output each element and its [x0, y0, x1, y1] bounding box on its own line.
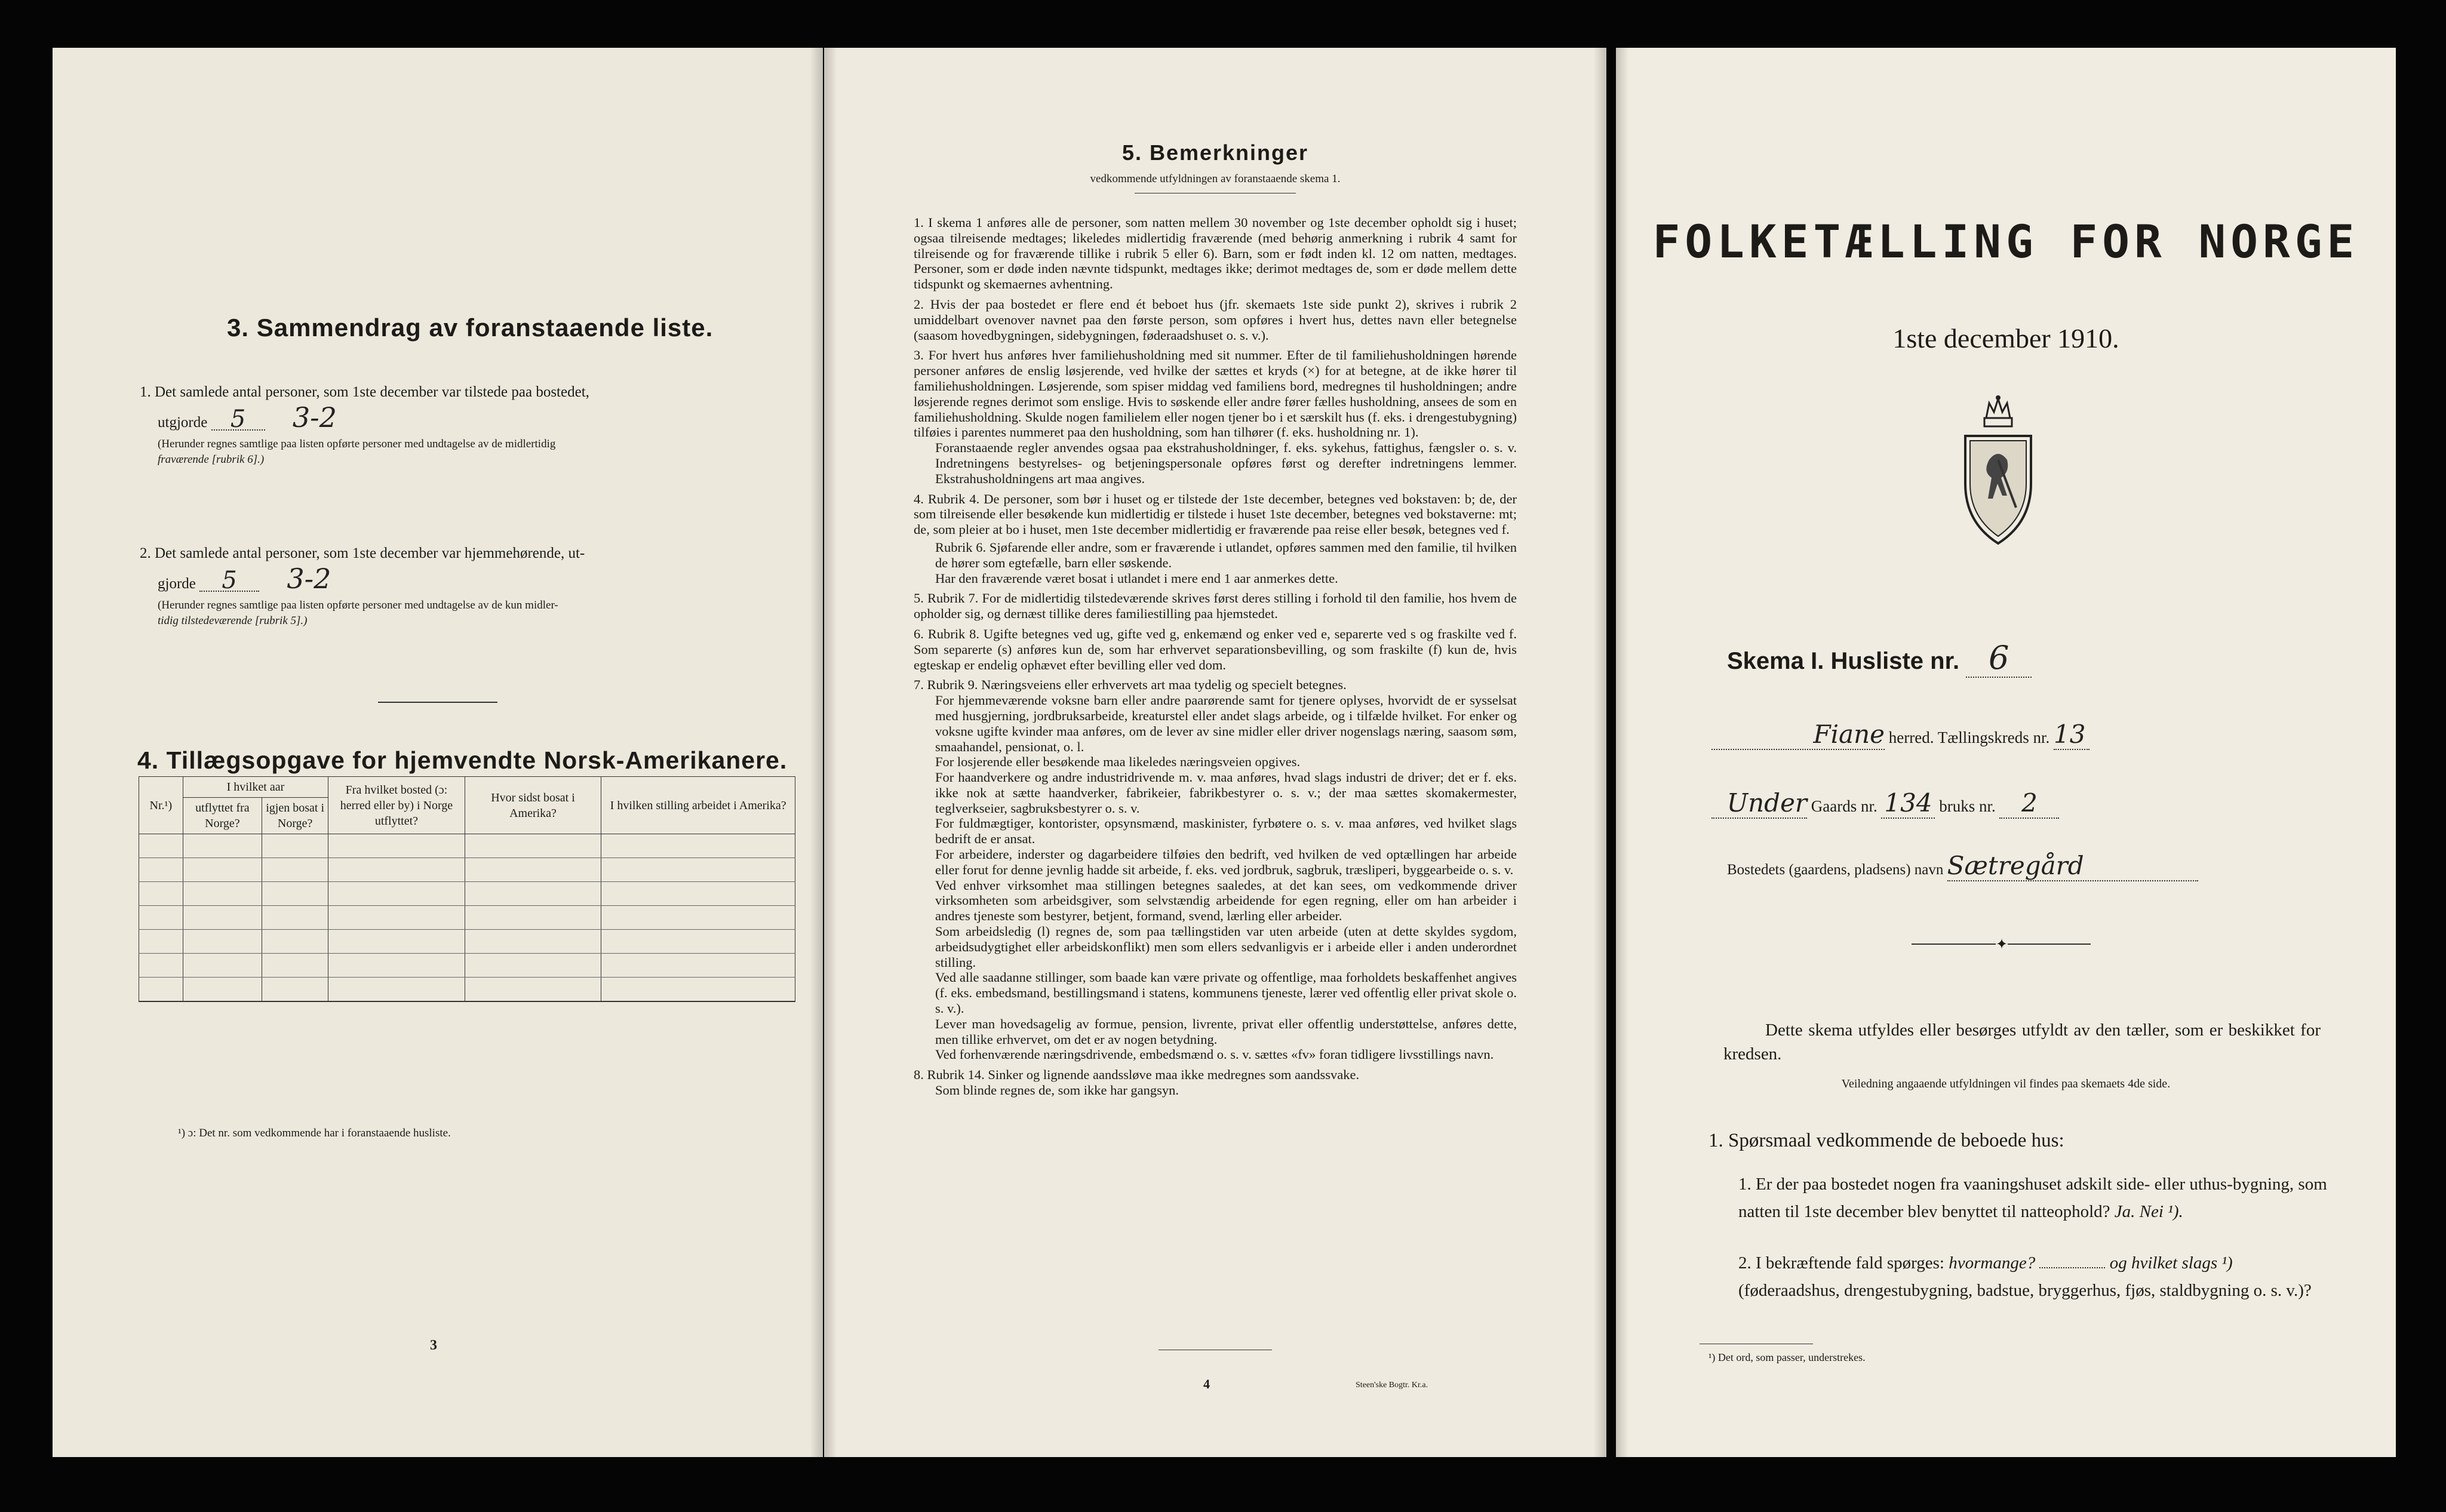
- q2-hvilket-slags: og hvilket slags ¹): [2109, 1253, 2233, 1273]
- schema-line: [1727, 639, 2032, 678]
- table-row: [139, 930, 795, 954]
- item2-utgjorde: gjorde: [158, 576, 196, 592]
- q2-text: 2. I bekræftende fald spørges:: [1738, 1253, 1944, 1273]
- remark-7b: For hjemmeværende voksne barn eller andre paarørende samt for tjenere oplyses, hvorvidt de er sysselsat med husgjerning, jordbruksarbeide, kreaturstel eller andet slags arbeide, og i tilfælde hvilket. For enker og voksne ugifte kvinder maa anføres, om de lever av sine midler eller driver nogenslags næring, saasom søm, smaahandel, pensionat, o. l.: [935, 693, 1517, 754]
- col-igjen: igjen bosat i Norge?: [262, 798, 328, 834]
- section-3-title: 3. Sammendrag av foranstaaende liste.: [227, 314, 714, 342]
- schema-label: Skema I. Husliste nr.: [1727, 648, 1960, 674]
- table-row: [139, 906, 795, 930]
- remark-7j: Lever man hovedsagelig av formue, pension, livrente, privat eller offentlig understøttelse, anføres dette, men tillike erhvervet, om det er av nogen betydning.: [935, 1016, 1517, 1047]
- table-row: [139, 834, 795, 858]
- item1-hand-annotation: 3-2: [292, 401, 337, 434]
- gaard-hand: Under: [1711, 788, 1807, 819]
- page-number: 3: [430, 1338, 437, 1353]
- herred-line: [1711, 720, 2089, 750]
- item1-text: 1. Det samlede antal personer, som 1ste december var tilstede paa bostedet,: [140, 384, 589, 400]
- husliste-number-hand: 6: [1966, 639, 2032, 678]
- page-4-remarks: [824, 48, 1606, 1457]
- col-nr: Nr.¹): [139, 777, 183, 834]
- remark-2: 2. Hvis der paa bostedet er flere end ét beboet hus (jfr. skemaets 1ste side punkt 2), skrives i rubrik 2 umiddelbart ovenover navnet paa den første person, som opføres i hvert hus, dettes navn eller betegnelse (saasom hovedbygningen, sidebygningen, føderaadshuset o. s. v.).: [914, 296, 1517, 343]
- remarks-title: 5. Bemerkninger: [1121, 140, 1309, 165]
- bruk-number-hand: 2: [1999, 788, 2059, 819]
- bosted-label: Bostedets (gaardens, pladsens) navn: [1727, 862, 1944, 878]
- remark-7: 7. Rubrik 9. Næringsveiens eller erhvervets art maa tydelig og specielt betegnes.: [914, 677, 1347, 693]
- remark-7f: For arbeidere, inderster og dagarbeidere tilføies den bedrift, ved hvilken de ved optællingen har arbeide eller forut for denne jevnlig hadde sit arbeide, f. eks. ved jordbruk, sagbruk, træsliperi, byggearbeide o. s. v.: [935, 847, 1517, 877]
- q2-examples: (føderaadshus, drengestubygning, badstue, bryggerhus, fjøs, staldbygning o. s. v.)?: [1738, 1281, 2312, 1300]
- item2-hand-annotation: 3-2: [287, 563, 331, 595]
- summary-item-1: [140, 382, 803, 468]
- col-stilling: I hvilken stilling arbeidet i Amerika?: [601, 777, 795, 834]
- coat-of-arms-icon: [1953, 394, 2043, 549]
- bruk-label: bruks nr.: [1939, 797, 1996, 815]
- q1-text: 1. Er der paa bostedet nogen fra vaaningshuset adskilt side- eller uthus-bygning, som natten til 1ste december blev benyttet til natteophold?: [1738, 1175, 2327, 1221]
- q2-hvormange: hvormange?: [1949, 1253, 2036, 1273]
- kreds-number-hand: 13: [2054, 720, 2089, 750]
- remark-3b: Foranstaaende regler anvendes ogsaa paa ekstrahusholdninger, f. eks. sykehus, fattighus, fængsler o. s. v. Indretningens bestyrelses- og betjeningspersonale opføres først og derefter indretningens lemmer. Ekstrahusholdningens art maa angives.: [935, 440, 1517, 486]
- remark-8b: Som blinde regnes de, som ikke har gangsyn.: [935, 1083, 1179, 1098]
- question-2: [1738, 1249, 2336, 1304]
- remark-8: 8. Rubrik 14. Sinker og lignende aandssløve maa ikke medregnes som aandssvake.: [914, 1067, 1360, 1083]
- ornament-icon: ✦: [1996, 937, 2008, 952]
- col-utflyttet: utflyttet fra Norge?: [183, 798, 262, 834]
- footnote: ¹) Det ord, som passer, understrekes.: [1708, 1351, 1866, 1363]
- table-footnote: ¹) ɔ: Det nr. som vedkommende har i foranstaaende husliste.: [178, 1127, 451, 1139]
- q1-answer-options: Ja. Nei ¹).: [2114, 1202, 2183, 1221]
- printer-mark: Steen'ske Bogtr. Kr.a.: [1356, 1381, 1428, 1390]
- item1-utgjorde: utgjorde: [158, 414, 208, 431]
- gaard-label: Gaards nr.: [1811, 797, 1877, 815]
- remark-7k: Ved forhenværende næringsdrivende, embedsmænd o. s. v. sættes «fv» foran tidligere livsstillings navn.: [935, 1047, 1494, 1062]
- remark-7g: Ved enhver virksomhet maa stillingen betegnes saaledes, at det kan sees, om vedkommende driver virksomheten som arbeidsgiver, som selvstændig arbeidende for egen regning, eller om han arbeider i andres tjeneste som bestyrer, betjent, formand, svend, lærling eller arbeider.: [935, 877, 1517, 924]
- remark-5: 5. Rubrik 7. For de midlertidig tilstedeværende skrives først deres stilling i forhold til den familie, hos hvem de opholder sig, og dernæst tillike deres familiestilling paa hjemstedet.: [914, 591, 1517, 622]
- item2-note-line1: (Herunder regnes samtlige paa listen opførte personer med undtagelse av de kun midler-: [158, 599, 558, 611]
- question-1: [1738, 1170, 2336, 1225]
- col-hvor: Hvor sidst bosat i Amerika?: [465, 777, 601, 834]
- item2-text: 2. Det samlede antal personer, som 1ste december var hjemmehørende, ut-: [140, 545, 585, 561]
- front-page: [1616, 48, 2396, 1457]
- col-fra: Fra hvilket bosted (ɔ: herred eller by) i Norge utflyttet?: [328, 777, 465, 834]
- page-number: 4: [1203, 1376, 1210, 1391]
- questions-heading: 1. Spørsmaal vedkommende de beboede hus:: [1708, 1130, 2064, 1151]
- divider: [378, 702, 497, 703]
- remark-4c: Har den fraværende været bosat i utlandet i mere end 1 aar anmerkes dette.: [935, 570, 1338, 586]
- item2-note-line2: tidig tilstedeværende [rubrik 5].): [158, 614, 308, 627]
- remark-7c: For losjerende eller besøkende maa likeledes næringsveien opgives.: [935, 754, 1301, 770]
- remarks-body: [914, 215, 1517, 1098]
- remark-4: 4. Rubrik 4. De personer, som bør i huset og er tilstede der 1ste december, betegnes ved bokstaven: b; de, der som tilreisende eller besøkende kun midlertidig er tilstede i huset 1ste december, betegnes ved bokstaverne: mt; de, som pleier at bo i huset, men 1ste december midlertidig er fraværende paa reise eller besøk, betegnes ved f.: [914, 491, 1517, 537]
- remark-1: 1. I skema 1 anføres alle de personer, som natten mellem 30 november og 1ste december opholdt sig i huset; ogsaa tilreisende medtages; likeledes midlertidig fraværende (med behørig anmerkning i rubrik 4 samt for tilreisende og for fraværende tillike i rubrik 5 eller 6). Barn, som er født inden kl. 12 om natten, medtages. Personer, som er døde inden nævnte tidspunkt, medtages ikke; derimot medtages de, som er døde mellem dette tidspunkt og skemaernes avhentning.: [914, 215, 1517, 292]
- table-row: [139, 954, 795, 978]
- bosted-name-hand: Sætregård: [1947, 851, 2198, 881]
- remark-7e: For fuldmægtiger, kontorister, opsynsmænd, maskinister, fyrbøtere o. s. v. maa anføres, ved hvilket slags bedrift de er ansat.: [935, 816, 1517, 847]
- item1-note-line1: (Herunder regnes samtlige paa listen opførte personer med undtagelse av de midlertidig: [158, 438, 556, 450]
- item1-note-line2: fraværende [rubrik 6].): [158, 453, 265, 466]
- form-title: FOLKETÆLLING FOR NORGE: [1652, 215, 2359, 268]
- section-4-title: 4. Tillægsopgave for hjemvendte Norsk-Amerikanere.: [137, 746, 788, 774]
- herred-label: herred. Tællingskreds nr.: [1888, 729, 2050, 746]
- remark-4b: Rubrik 6. Sjøfarende eller andre, som er fraværende i utlandet, opføres sammen med den familie, til hvilken de hører som egtefælle, barn eller søskende.: [935, 539, 1517, 570]
- intro-note: Veiledning angaaende utfyldningen vil findes paa skemaets 4de side.: [1841, 1077, 2171, 1090]
- item2-hand-count: 5: [199, 570, 259, 592]
- bosted-line: [1727, 851, 2198, 881]
- norsk-amerikanere-table: [139, 776, 795, 1002]
- intro-text: Dette skema utfyldes eller besørges utfyldt av den tæller, som er beskikket for kredsen.: [1723, 1021, 2321, 1064]
- remarks-subtitle: vedkommende utfyldningen av foranstaaende skema 1.: [1090, 173, 1341, 185]
- remark-7d: For haandverkere og andre industridrivende m. v. maa anføres, hvad slags industri de driver; det er f. eks. ikke nok at sætte haandverker, fabrikeier, fabrikbestyrer o. s. v.; der maa sættes skomakermester, teglverkseier, sagbruksbestyrer o. s. v.: [935, 770, 1517, 816]
- item1-hand-count: 5: [211, 409, 265, 431]
- col-group-year: I hvilket aar: [183, 777, 328, 798]
- gaard-line: [1711, 788, 2059, 819]
- gaard-number-hand: 134: [1881, 788, 1935, 819]
- remark-7h: Som arbeidsledig (l) regnes de, som paa tællingstiden var uten arbeide (uten at dette skyldes sygdom, arbeidsudygtighet eller arbeidskonflikt) men som ellers sedvanligvis er i arbeide eller i anden underordnet stilling.: [935, 924, 1517, 970]
- table-row: [139, 978, 795, 1002]
- herred-hand: Fiane: [1711, 720, 1885, 750]
- page-3-summary: [53, 48, 823, 1457]
- summary-item-2: [140, 543, 803, 629]
- table-row: [139, 858, 795, 882]
- remark-6: 6. Rubrik 8. Ugifte betegnes ved ug, gifte ved g, enkemænd og enker ved e, separerte ved s og fraskilte ved f. Som separerte (s) anføres kun de, som har erhvervet separationsbevilling, og som fraskilte (f) kun de, hvis egteskap er endelig ophævet efter bevilling eller ved dom.: [914, 626, 1517, 672]
- table-row: [139, 882, 795, 906]
- remark-3: 3. For hvert hus anføres hver familiehusholdning med sit nummer. Efter de til familiehusholdningen hørende personer anføres de enslig løsjerende, ved hvilke der sættes et kryds (×) for at betegne, at de ikke hører til familiehusholdningen. Løsjerende, som spiser middag ved familiens bord, medregnes til husholdningen; andre løsjerende regnes derimot som enslige. Hvis to søskende eller andre fører fælles husholdning, ansees de som en familiehusholdning. Skulde nogen familielem eller nogen tjener bo i et særskilt hus (f. eks. i drengestubygning) tilføies i parentes nummeret paa den husholdning, som han tilhører (f. eks. husholdning nr. 1).: [914, 348, 1517, 440]
- form-date: 1ste december 1910.: [1892, 323, 2119, 354]
- remark-7i: Ved alle saadanne stillinger, som baade kan være private og offentlige, maa forholdets beskaffenhet angives (f. eks. embedsmand, bestillingsmand i statens, kommunens tjeneste, lærer ved offentlig eller privat skole o. s. v.).: [935, 970, 1517, 1016]
